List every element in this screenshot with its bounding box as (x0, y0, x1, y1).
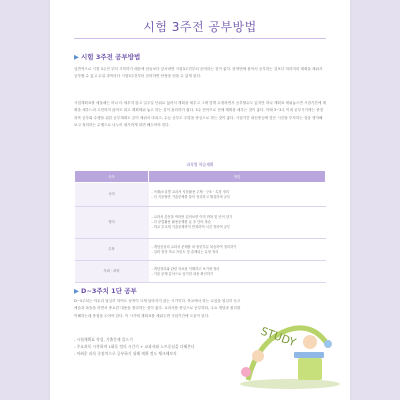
method-cell (149, 207, 326, 239)
table-caption: 과목별 학습계획 (186, 162, 214, 167)
flower-icon (241, 367, 251, 377)
triangle-bullet-icon: ▶ (74, 53, 79, 61)
table-header-method: 방법 (149, 171, 326, 183)
section-heading-d3weeks (74, 286, 137, 295)
subject-cell: 국어 (75, 183, 149, 207)
table-row (75, 261, 326, 283)
list-item: - 주요과목 시작하며 1회독 정리 시간기 + 교과서와 노트중심을 다해본다 (74, 344, 195, 349)
method-cell (149, 239, 326, 261)
child-figure-icon (303, 335, 317, 349)
method-line: - 더 문법활용 활용문제를 푼 후 단어 복습 (151, 220, 211, 224)
study-word-art: STUDY (258, 324, 298, 350)
table-header-subject: 과목 (75, 171, 149, 183)
method-line: - 학교 부교재 기출문제까지 반복하여 시간 정하여 공부 (151, 225, 231, 229)
subject-cell: 수학 (75, 239, 149, 261)
method-line: - 교과서 본문을 여러번 읽어보면 이미 반복 및 단어 암기 (151, 215, 233, 219)
study-illustration (228, 300, 348, 390)
book-icon (294, 352, 324, 358)
table-row (75, 239, 326, 261)
list-item: - 어려운 과목 중점적으로 공부하기 위해 계획 정도 체크해보자 (74, 351, 177, 356)
list-item: - 시험계획표 작성, 기출문제 풀으기 (74, 337, 133, 342)
method-line: - 기출 문제 분석으로 암기한 내용 확인하기 (151, 271, 214, 276)
child-figure-icon (252, 350, 264, 362)
triangle-bullet-icon: ▶ (74, 287, 79, 295)
title-divider (74, 38, 326, 39)
method-line: - 실력 향상 학교 프린트 및 출제되는 유형 정리 (151, 249, 219, 254)
section-heading-text: 시험 3주전 공부방법 (81, 53, 141, 61)
method-cell (149, 261, 326, 283)
section1-paragraph-2: 시험계획표를 세울때는 하나 더 세우지 않고 일주일 단위로 끊어서 계획을 세우고 그에 맞게 수정하면서 공부할수도 있지만 하나 계획표 세워놓으면 시험기간에 계획을 세우느라 고민하지 않아도 되고 계획세워 놓고 하는 것이 관리하기 쉽다. 3주 전이므로 전체 계획을 세우는 것이 좋다. 이때 3~3주 이내 공부시기에는 중점과목 공부와 수행을 위한 공부계획도 같이 세워서 마치고, 수능 공부도 주말을 중심으로 하는 것이 좋다. 시험기간 내신중심에 맞은 시간을 투자하는 것을 생각해 보고 정리하는 수행으로 나누어 평가하게 되면 해두어야 한다. (74, 101, 326, 128)
method-line: - 더 지문할만 기출문제를 풀어 정리하고 해설하며 공부 (151, 194, 231, 199)
subject-cell: 사회 · 과학 (75, 261, 149, 283)
table-row (75, 183, 326, 207)
section-heading-3weeks (74, 52, 140, 61)
subject-plan-table (74, 170, 326, 283)
table-row (75, 207, 326, 239)
section1-paragraph-1: 일반적으로 시험 3주전 부터 시작하기 때문에 남들보다 앞서려면 시험3주전부터 준비하는 것이 좋다. 한꺼번에 몰아서 공부하는 것보다 미리미리 계획을 세워서 공부할 수 있고 수업 과목마다 시험3주전부터 준비하면 안정을 얻을 수 있게 된다. (74, 67, 323, 79)
flower-icon (324, 340, 332, 348)
subject-cell: 영어 (75, 207, 149, 239)
book-stack-icon (298, 358, 322, 380)
ground-shadow (240, 379, 340, 389)
section-heading-text: D~3주치 1단 공부 (81, 287, 137, 295)
method-cell (149, 183, 326, 207)
section2-paragraph: D~3주치는 아무리 열심히 하여도 성적이 크게 달라지지 않는 시기이다. 학교에서 하는 수업을 열심히 듣고 예습과 복습을 하면서 중요한 내용을 정리하는 것이 좋다. 교과서를 중심으로 공부하되, 주요 개념과 원리를 이해하는데 중점을 두어야 한다. 이 시기에 계획표를 세워두면 시험기간에 도움이 된다. (74, 299, 241, 318)
method-line: - 개념정리와 관련 자료를 이해하고 보기에 정리 (151, 266, 220, 271)
document-page (50, 0, 350, 400)
page-title: 시험 3주전 공부방법 (143, 20, 257, 34)
method-line: - 개념중심의 교과서 문제를 외 틀린부분 복습하여 정리하기 (151, 244, 237, 249)
method-line: - 독해/소설별 교과서 지문활용 주제 · 구조 · 특징 정리 (151, 189, 230, 194)
